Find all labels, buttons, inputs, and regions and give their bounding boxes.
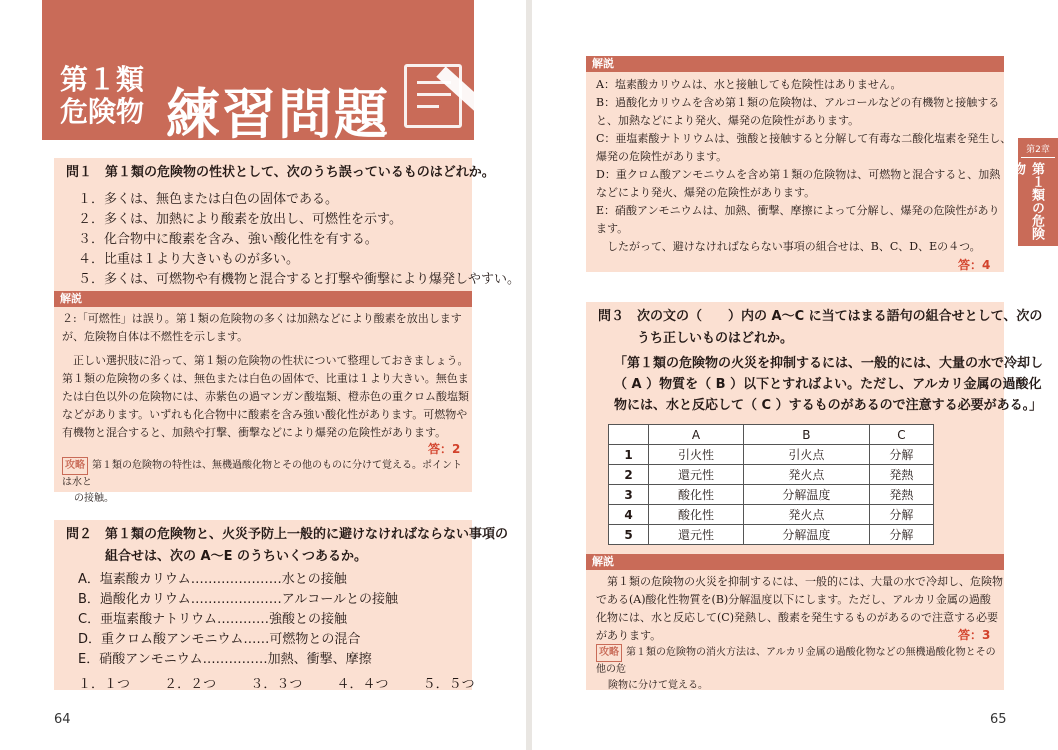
q3-expl-line: 第１類の危険物の火災を抑制するには、一般的には、大量の水で冷却し、危険物 [596, 575, 1003, 588]
q1-tip-line: の接触。 [74, 493, 114, 504]
table-cell: 発火点 [744, 465, 870, 485]
table-cell: 5 [609, 525, 649, 545]
q2-expl-line: したがって、避けなければならない事項の組合せは、B、C、D、Eの４つ。 [596, 240, 981, 253]
tip-badge: 攻略 [62, 457, 88, 475]
table-cell: 引火点 [744, 445, 870, 465]
right-page [532, 0, 1058, 750]
q1-choice: ２．多くは、加熱により酸素を放出し、可燃性を示す。 [78, 212, 402, 227]
q2-explanation-label: 解説 [586, 56, 1004, 72]
tip-badge: 攻略 [596, 644, 622, 662]
q2-option: ２．２つ [164, 677, 217, 692]
q1-expl-line: 有機物と混合すると、加熱や打撃、衝撃などにより爆発の危険性があります。 [62, 426, 447, 439]
q2-choice: B．過酸化カリウム…………………アルコールとの接触 [78, 592, 399, 607]
q2-option: ４．４つ [336, 677, 389, 692]
q3-expl-line: があります。 [596, 629, 662, 642]
q3-tip-line: 険物に分けて覚える。 [608, 680, 708, 691]
table-header-cell [609, 425, 649, 445]
q1-choice: ４．比重は１より大きいものが多い。 [78, 252, 300, 267]
q1-expl-line: などがあります。いずれも化合物中に酸素を含み強い酸化性があります。可燃物や [62, 408, 468, 421]
chapter-name: 第１類の危険物 [1010, 162, 1044, 240]
table-row [609, 525, 934, 545]
table-cell: 4 [609, 505, 649, 525]
q1-answer: 答：2 [428, 442, 461, 456]
q3-answer: 答：3 [958, 628, 991, 642]
table-cell: 1 [609, 445, 649, 465]
question-2-title: 問２ 第１類の危険物と、火災予防上一般的に避けなければならない事項の [66, 527, 509, 542]
table-row [609, 445, 934, 465]
question-3-title: うち正しいものはどれか。 [598, 331, 794, 346]
question-2-title: 組合せは、次の A～E のうちいくつあるか。 [66, 549, 367, 564]
q2-expl-line: C：亜塩素酸ナトリウムは、強酸と接触すると分解して有毒な二酸化塩素を発生し、 [596, 132, 1012, 145]
table-cell: 分解 [869, 505, 933, 525]
q3-quote-line: （ A ）物質を（ B ）以下とすればよい。ただし、アルカリ金属の過酸化 [614, 377, 1042, 392]
table-cell: 発熱 [869, 485, 933, 505]
q1-choice: ５．多くは、可燃物や有機物と混合すると打撃や衝撃により爆発しやすい。 [78, 272, 521, 287]
q2-expl-line: E：硝酸アンモニウムは、加熱、衝撃、摩擦によって分解し、爆発の危険性があり [596, 204, 1000, 217]
table-cell: 発熱 [869, 465, 933, 485]
header-category: 第１類 危険物 [60, 63, 145, 128]
q3-expl-line: 化物には、水と反応して(C)発熱し、酸素を発生するものがあるので注意する必要 [596, 611, 998, 624]
q2-choice: C．亜塩素酸ナトリウム…………強酸との接触 [78, 612, 347, 627]
q2-expl-line: と、加熱などにより発火、爆発の危険性があります。 [596, 114, 860, 127]
table-cell: 引火性 [649, 445, 744, 465]
table-header-row [609, 425, 934, 445]
q2-option: ３．３つ [250, 677, 303, 692]
q1-choice: ３．化合物中に酸素を含み、強い酸化性を有する。 [78, 232, 378, 247]
header-title: 練習問題 [166, 83, 390, 146]
table-cell: 分解 [869, 525, 933, 545]
question-1-title: 問１ 第１類の危険物の性状として、次のうち誤っているものはどれか。 [66, 165, 495, 180]
table-cell: 還元性 [649, 525, 744, 545]
left-page [0, 0, 526, 750]
chapter-side-tab[interactable] [1010, 138, 1058, 246]
page-number-right: 65 [990, 712, 1007, 727]
table-header-cell: C [869, 425, 933, 445]
q2-expl-line: D：重クロム酸アンモニウムを含め第１類の危険物は、可燃物と混合すると、加熱 [596, 168, 1001, 181]
question-3-title: 問３ 次の文の（ ）内の A～C に当てはまる語句の組合せとして、次の [598, 309, 1043, 324]
q3-choice-table [608, 424, 934, 545]
q2-expl-line: A：塩素酸カリウムは、水と接触しても危険性はありません。 [596, 78, 902, 91]
q3-tip [596, 644, 996, 694]
table-cell: 3 [609, 485, 649, 505]
q2-option: １．１つ [78, 677, 131, 692]
q1-expl-line: たは白色以外の危険物には、赤紫色の過マンガン酸塩類、橙赤色の重クロム酸塩類 [62, 390, 469, 403]
q3-tip-line: 第１類の危険物の消火方法は、アルカリ金属の過酸化物などの無機過酸化物とその他の危 [596, 647, 996, 675]
q2-answer: 答：4 [958, 258, 991, 272]
table-cell: 酸化性 [649, 505, 744, 525]
q3-explanation-label: 解説 [586, 554, 1004, 570]
q2-expl-line: B：過酸化カリウムを含め第１類の危険物は、アルコールなどの有機物と接触する [596, 96, 1000, 109]
table-row [609, 485, 934, 505]
table-cell: 分解 [869, 445, 933, 465]
q3-quote-line: 「第１類の危険物の火災を抑制するには、一般的には、大量の水で冷却し [614, 356, 1044, 371]
q1-explanation-label: 解説 [54, 291, 472, 307]
chapter-number: 第2章 [1021, 142, 1055, 158]
table-cell: 還元性 [649, 465, 744, 485]
q1-expl-line: ２:「可燃性」は誤り。第１類の危険物の多くは加熱などにより酸素を放出します [62, 312, 462, 325]
q2-options [78, 673, 505, 692]
page-number-left: 64 [54, 712, 71, 727]
table-cell: 分解温度 [744, 525, 870, 545]
q1-expl-line: が、危険物自体は不燃性を示します。 [62, 330, 249, 343]
table-row [609, 505, 934, 525]
table-cell: 発火点 [744, 505, 870, 525]
q2-option: ５．５つ [422, 677, 475, 692]
table-header-cell: A [649, 425, 744, 445]
q1-expl-line: 第１類の危険物の多くは、無色または白色の固体で、比重は１より大きい。無色ま [62, 372, 469, 385]
q2-choice: A．塩素酸カリウム…………………水との接触 [78, 572, 347, 587]
table-header-cell: B [744, 425, 870, 445]
q3-expl-line: である(A)酸化性物質を(B)分解温度以下にします。ただし、アルカリ金属の過酸 [596, 593, 991, 606]
page-header [42, 0, 474, 146]
q1-expl-line: 正しい選択肢に沿って、第１類の危険物の性状について整理しておきましょう。 [62, 354, 469, 367]
q1-choice: １．多くは、無色または白色の固体である。 [78, 192, 339, 207]
q1-tip-line: 第１類の危険物の特性は、無機過酸化物とその他のものに分けて覚える。ポイントは水と [62, 460, 462, 488]
q2-expl-line: などにより発火、爆発の危険性があります。 [596, 186, 816, 199]
q2-choice: D．重クロム酸アンモニウム……可燃物との混合 [78, 632, 361, 647]
q2-choice: E．硝酸アンモニウム……………加熱、衝撃、摩擦 [78, 652, 372, 667]
q3-quote-line: 物には、水と反応して（ C ）するものがあるので注意する必要がある。」 [614, 398, 1043, 413]
q2-expl-line: 爆発の危険性があります。 [596, 150, 728, 163]
table-cell: 2 [609, 465, 649, 485]
q1-tip [62, 457, 462, 507]
table-row [609, 465, 934, 485]
q2-expl-line: ます。 [596, 222, 629, 235]
table-cell: 分解温度 [744, 485, 870, 505]
table-cell: 酸化性 [649, 485, 744, 505]
